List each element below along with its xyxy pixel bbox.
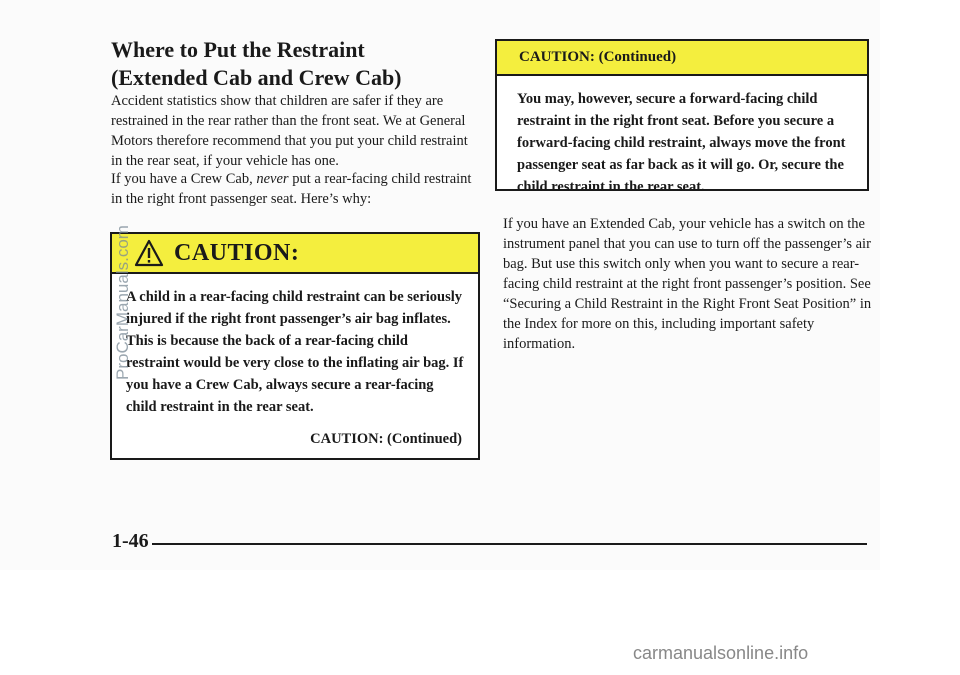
heading-line-2: (Extended Cab and Crew Cab) (111, 65, 402, 90)
warning-triangle-icon (134, 239, 164, 267)
caution-continued-box (495, 39, 869, 195)
side-watermark: ProCarManuals.com (113, 225, 132, 380)
caution-continued-label: CAUTION: (Continued) (310, 431, 462, 447)
caution-title: CAUTION: (174, 239, 300, 266)
caution-box (110, 232, 480, 460)
intro-paragraph: Accident statistics show that children are safer if they are restrained in the rear rather than the front seat. We at General Motors therefore recommend that you put your child restraint in the rear seat, if your vehicle has one. (111, 93, 468, 169)
caution-continued-title: CAUTION: (Continued) (519, 49, 677, 65)
page-number: 1-46 (112, 530, 149, 552)
footer-rule (152, 543, 867, 545)
caution-continued-body: You may, however, secure a forward-facing child restraint in the right front seat. Before you secure a forward-facing child restraint, always move the front passenger seat as far back as it will go. Or, secure the child restraint in the rear seat. (517, 91, 846, 195)
section-heading (111, 36, 402, 92)
caution-continued-header (497, 41, 867, 76)
crew-cab-text-after: put a rear-facing child restraint in the right front passenger seat. Here’s why: (111, 171, 472, 207)
crew-cab-paragraph (111, 169, 481, 209)
caution-header (112, 234, 478, 274)
heading-line-1: Where to Put the Restraint (111, 37, 365, 62)
caution-body: A child in a rear-facing child restraint can be seriously injured if the right front passenger’s air bag inflates. This is because the back of a rear-facing child restraint would be very close to the inflating air bag. If you have a Crew Cab, always secure a rear-facing child restraint in the rear seat. (126, 289, 464, 415)
never-emphasis: never (256, 171, 289, 187)
bottom-watermark: carmanualsonline.info (633, 643, 809, 663)
crew-cab-text-before: If you have a Crew Cab, (111, 171, 257, 187)
extended-cab-paragraph: If you have an Extended Cab, your vehicle has a switch on the instrument panel that you can use to turn off the passenger’s air bag. But use this switch only when you want to secure a rear-facing child restraint at the right front passenger’s position. See “Securing a Child Restraint in the Right Front Seat Position” in the Index for more on this, including important safety information. (503, 216, 872, 352)
